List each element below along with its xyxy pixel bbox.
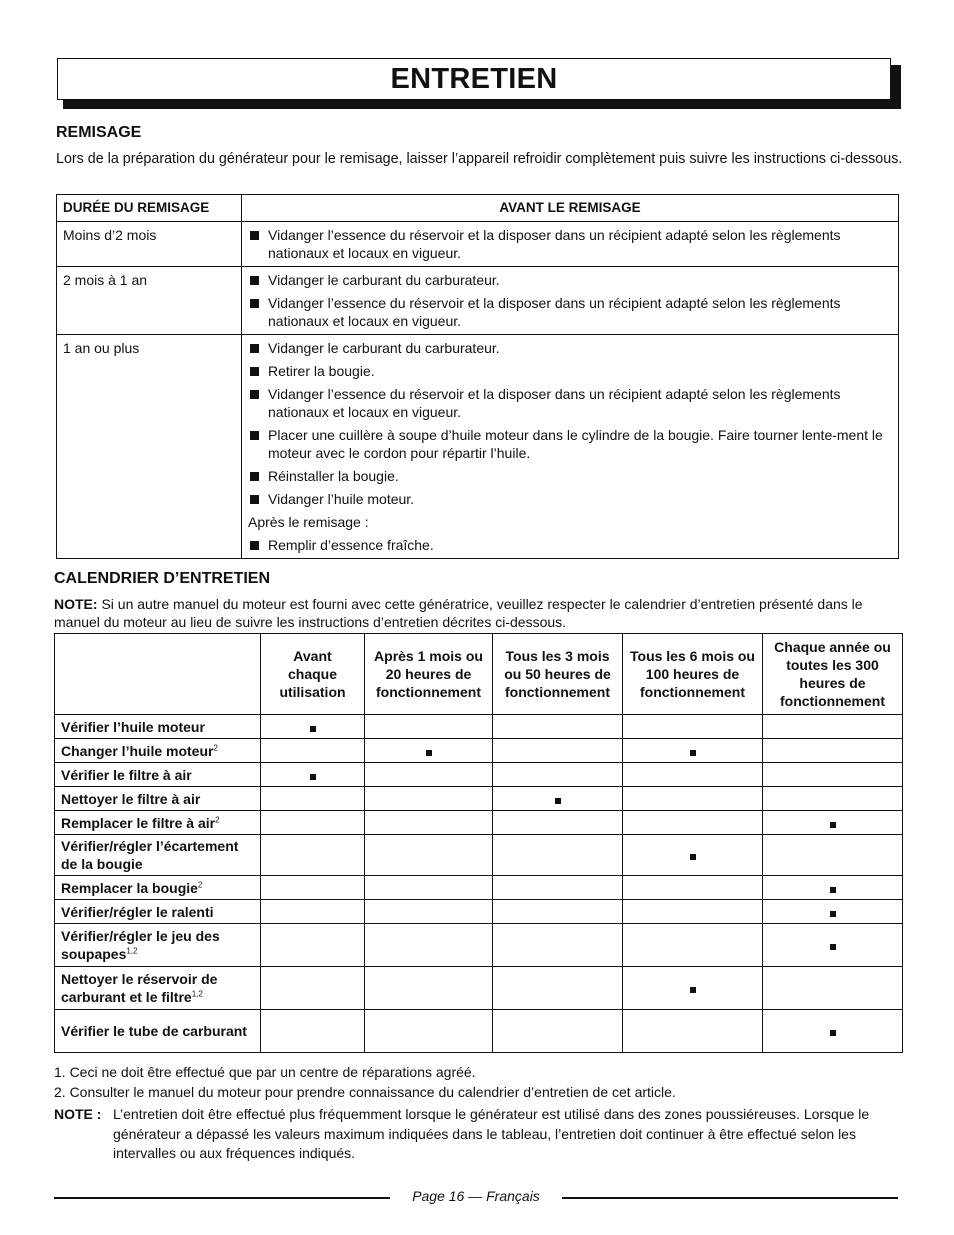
- schedule-col-header: Avant chaque utilisation: [261, 634, 365, 715]
- instruction-item: Vidanger l’essence du réservoir et la disposer dans un récipient adapté selon les règlements nationaux et locaux en vigueur.: [248, 385, 892, 421]
- schedule-row: [55, 835, 903, 876]
- schedule-cell: [623, 763, 763, 787]
- schedule-cell: [365, 835, 493, 876]
- storage-instructions: [242, 335, 899, 559]
- square-bullet-icon: [690, 987, 696, 993]
- schedule-task-label: [55, 811, 261, 835]
- schedule-cell: [493, 739, 623, 763]
- square-bullet-icon: [830, 944, 836, 950]
- storage-col-duration: DURÉE DU REMISAGE: [57, 195, 242, 222]
- square-bullet-icon: [830, 911, 836, 917]
- task-text: Vérifier/régler l’écartement de la bougie: [61, 838, 239, 872]
- schedule-cell: [763, 835, 903, 876]
- schedule-task-label: [55, 763, 261, 787]
- task-text: Vérifier le tube de carburant: [61, 1023, 247, 1039]
- schedule-cell: [763, 924, 903, 967]
- footnote-1: 1. Ceci ne doit être effectué que par un centre de réparations agréé.: [54, 1064, 476, 1080]
- schedule-cell: [365, 739, 493, 763]
- schedule-cell: [623, 900, 763, 924]
- schedule-cell: [365, 763, 493, 787]
- instruction-item: Placer une cuillère à soupe d’huile moteur dans le cylindre de la bougie. Faire tourner lente-ment le moteur avec le cordon pour répartir l’huile.: [248, 426, 892, 462]
- instruction-item: Réinstaller la bougie.: [248, 467, 892, 485]
- calendar-note-text: Si un autre manuel du moteur est fourni avec cette génératrice, veuillez respecter le calendrier d’entretien présenté dans le manuel du moteur au lieu de suivre les instructions d’entretien décrites ci-dessous.: [54, 596, 863, 630]
- square-bullet-icon: [690, 854, 696, 860]
- task-text: Vérifier/régler le ralenti: [61, 903, 214, 920]
- instruction-item: Vidanger l’essence du réservoir et la disposer dans un récipient adapté selon les règlements nationaux et locaux en vigueur.: [248, 226, 892, 262]
- square-bullet-icon: [830, 822, 836, 828]
- footnote-ref: 2: [197, 879, 203, 889]
- schedule-row: [55, 1010, 903, 1053]
- schedule-cell: [763, 967, 903, 1010]
- square-bullet-icon: [830, 1030, 836, 1036]
- schedule-cell: [261, 787, 365, 811]
- schedule-cell: [493, 787, 623, 811]
- schedule-cell: [365, 811, 493, 835]
- schedule-body: [55, 715, 903, 1053]
- instruction-item: Vidanger l’essence du réservoir et la disposer dans un récipient adapté selon les règlements nationaux et locaux en vigueur.: [248, 294, 892, 330]
- schedule-cell: [623, 811, 763, 835]
- instruction-item: Remplir d’essence fraîche.: [248, 536, 892, 554]
- schedule-cell: [261, 763, 365, 787]
- storage-row: [57, 335, 899, 559]
- schedule-cell: [623, 787, 763, 811]
- schedule-cell: [261, 715, 365, 739]
- note2-label: NOTE :: [54, 1106, 102, 1122]
- schedule-row: [55, 924, 903, 967]
- square-bullet-icon: [310, 726, 316, 732]
- instruction-item: Retirer la bougie.: [248, 362, 892, 380]
- schedule-task-label: [55, 876, 261, 900]
- schedule-cell: [365, 1010, 493, 1053]
- maintenance-schedule-table: [54, 633, 903, 1053]
- instruction-item: Vidanger le carburant du carburateur.: [248, 271, 892, 289]
- schedule-cell: [493, 835, 623, 876]
- storage-row: [57, 267, 899, 335]
- footnote-ref: 2: [213, 742, 218, 752]
- storage-duration: Moins d’2 mois: [57, 222, 242, 267]
- footer-rule-right: [562, 1197, 898, 1199]
- schedule-col-header: Tous les 6 mois ou 100 heures de fonctionnement: [623, 634, 763, 715]
- schedule-cell: [365, 787, 493, 811]
- task-text: Vérifier/régler le jeu des soupapes: [61, 928, 220, 962]
- schedule-col-header: Tous les 3 mois ou 50 heures de fonctionnement: [493, 634, 623, 715]
- schedule-cell: [763, 811, 903, 835]
- after-storage-label: Après le remisage :: [248, 514, 369, 530]
- schedule-cell: [365, 967, 493, 1010]
- schedule-col-header: Chaque année ou toutes les 300 heures de fonctionnement: [763, 634, 903, 715]
- schedule-cell: [763, 876, 903, 900]
- storage-instructions: [242, 267, 899, 335]
- calendar-note: [54, 595, 904, 631]
- storage-row: [57, 222, 899, 267]
- footer-rule-left: [54, 1197, 390, 1199]
- schedule-row: [55, 811, 903, 835]
- schedule-row: [55, 715, 903, 739]
- schedule-task-label: [55, 900, 261, 924]
- schedule-cell: [493, 763, 623, 787]
- schedule-corner: [55, 634, 261, 715]
- schedule-cell: [261, 1010, 365, 1053]
- schedule-cell: [261, 924, 365, 967]
- schedule-task-label: [55, 787, 261, 811]
- square-bullet-icon: [830, 887, 836, 893]
- schedule-cell: [261, 967, 365, 1010]
- schedule-cell: [261, 876, 365, 900]
- schedule-cell: [493, 924, 623, 967]
- schedule-cell: [763, 1010, 903, 1053]
- schedule-cell: [493, 811, 623, 835]
- schedule-cell: [261, 900, 365, 924]
- schedule-cell: [763, 763, 903, 787]
- schedule-cell: [261, 739, 365, 763]
- schedule-header-row: [55, 634, 903, 715]
- schedule-task-label: [55, 835, 261, 876]
- footnote-ref: 1,2: [126, 946, 138, 956]
- instruction-item: Vidanger l’huile moteur.: [248, 490, 892, 508]
- schedule-cell: [623, 835, 763, 876]
- instruction-item: Vidanger le carburant du carburateur.: [248, 339, 892, 357]
- task-text: Remplacer la bougie: [61, 879, 198, 896]
- schedule-cell: [261, 811, 365, 835]
- schedule-row: [55, 900, 903, 924]
- schedule-task-label: [55, 739, 261, 763]
- square-bullet-icon: [426, 750, 432, 756]
- schedule-cell: [763, 900, 903, 924]
- footnote-ref: 2: [215, 814, 220, 824]
- task-text: Remplacer le filtre à air: [61, 814, 216, 831]
- schedule-cell: [623, 1010, 763, 1053]
- footnote-2: 2. Consulter le manuel du moteur pour prendre connaissance du calendrier d’entretien de cet article.: [54, 1084, 676, 1100]
- calendar-note-label: NOTE:: [54, 596, 98, 612]
- storage-col-before: AVANT LE REMISAGE: [242, 195, 899, 222]
- schedule-cell: [623, 715, 763, 739]
- schedule-cell: [493, 1010, 623, 1053]
- storage-instructions: [242, 222, 899, 267]
- schedule-cell: [493, 876, 623, 900]
- schedule-row: [55, 739, 903, 763]
- schedule-cell: [623, 967, 763, 1010]
- storage-duration: 1 an ou plus: [57, 335, 242, 559]
- schedule-task-label: [55, 1010, 261, 1053]
- schedule-cell: [623, 739, 763, 763]
- task-text: Nettoyer le filtre à air: [61, 790, 201, 807]
- task-text: Vérifier le filtre à air: [61, 766, 192, 783]
- square-bullet-icon: [555, 798, 561, 804]
- schedule-row: [55, 763, 903, 787]
- schedule-cell: [493, 967, 623, 1010]
- page-footer: Page 16 — Français: [412, 1188, 540, 1204]
- task-text: Nettoyer le réservoir de carburant et le filtre: [61, 971, 218, 1005]
- schedule-cell: [365, 876, 493, 900]
- schedule-row: [55, 967, 903, 1010]
- schedule-cell: [365, 924, 493, 967]
- task-text: Changer l’huile moteur: [61, 742, 214, 759]
- schedule-cell: [493, 715, 623, 739]
- schedule-cell: [763, 715, 903, 739]
- schedule-cell: [763, 739, 903, 763]
- storage-duration: 2 mois à 1 an: [57, 267, 242, 335]
- square-bullet-icon: [690, 750, 696, 756]
- schedule-row: [55, 787, 903, 811]
- schedule-task-label: [55, 967, 261, 1010]
- schedule-cell: [493, 900, 623, 924]
- footnote-ref: 1,2: [191, 989, 203, 999]
- schedule-cell: [365, 900, 493, 924]
- schedule-cell: [365, 715, 493, 739]
- schedule-task-label: [55, 715, 261, 739]
- note2-text: L’entretien doit être effectué plus fréquemment lorsque le générateur est utilisé dans des zones poussiéreuses. Lorsque le générateur a dépassé les valeurs maximum indiquées dans le tableau, l’entretien doit continuer à être effectué selon les intervalles ou aux fréquences indiqués.: [113, 1106, 870, 1161]
- schedule-row: [55, 876, 903, 900]
- remisage-intro: Lors de la préparation du générateur pour le remisage, laisser l’appareil refroidir complètement puis suivre les instructions ci-dessous.: [56, 151, 903, 167]
- storage-table-header: [57, 195, 899, 222]
- schedule-cell: [623, 924, 763, 967]
- schedule-cell: [261, 835, 365, 876]
- task-text: Vérifier l’huile moteur: [61, 718, 205, 735]
- schedule-col-header: Après 1 mois ou 20 heures de fonctionnement: [365, 634, 493, 715]
- schedule-cell: [763, 787, 903, 811]
- page-title: ENTRETIEN: [57, 58, 891, 100]
- schedule-task-label: [55, 924, 261, 967]
- calendar-heading: CALENDRIER D’ENTRETIEN: [54, 570, 271, 587]
- remisage-heading: REMISAGE: [56, 124, 142, 141]
- schedule-cell: [623, 876, 763, 900]
- storage-table: [56, 194, 899, 559]
- square-bullet-icon: [310, 774, 316, 780]
